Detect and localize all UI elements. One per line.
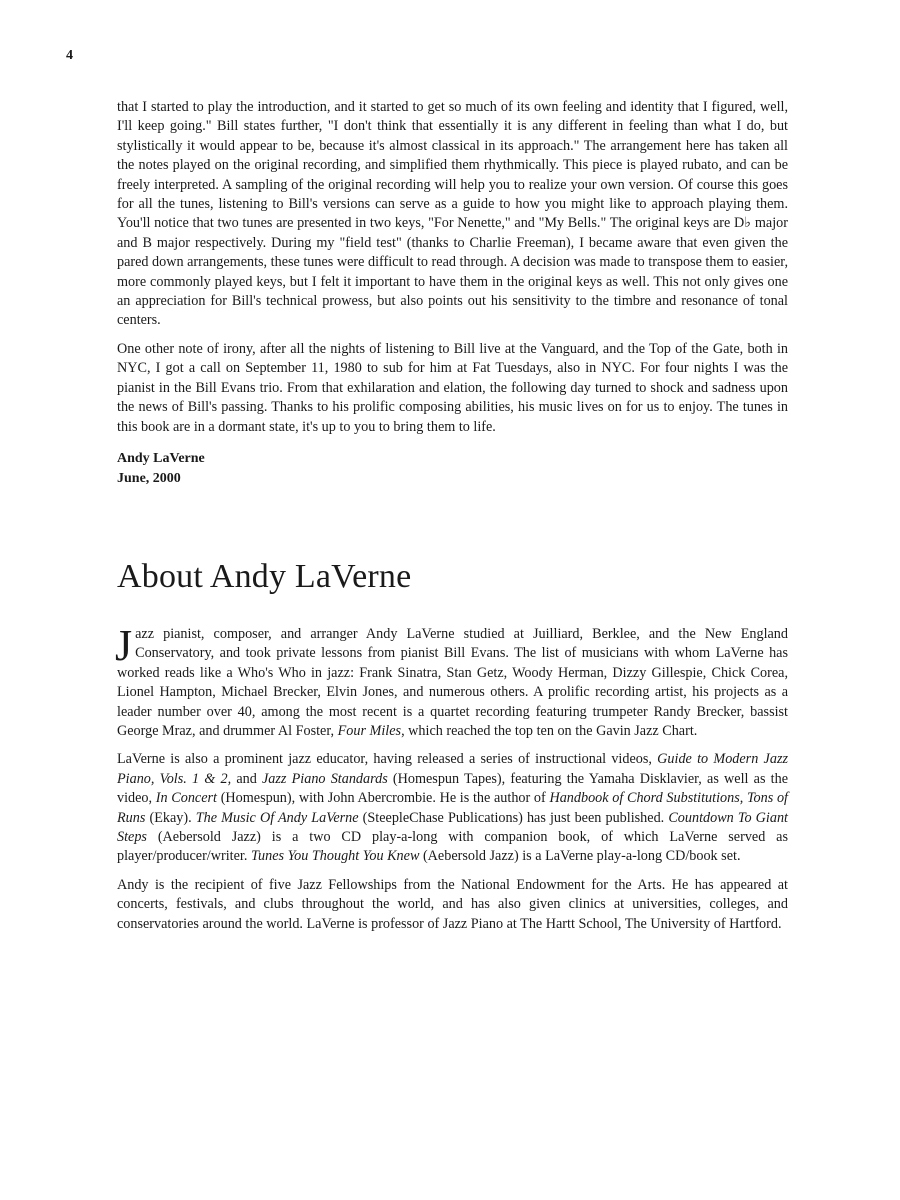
signature-name: Andy LaVerne — [117, 450, 205, 466]
p2-text-7: (Aebersold Jazz) is a two CD play-a-long with companion book, of which LaVerne served as player/producer/writer. — [117, 828, 788, 865]
about-paragraph-1-text: azz pianist, composer, and arranger Andy LaVerne studied at Juilliard, Berklee, and the New England Conservatory, and took private lessons from pianist Bill Evans. The list of musicians with whom LaVerne has worked reads like a Who's Who in jazz: Frank Sinatra, Stan Getz, Woody Herman, Dizzy Gillespie, Chick Corea, Lionel Hampton, Michael Brecker, Elvin Jones, and numerous others. A prolific recording artist, his projects as a leader number over 40, among the most recent is a quartet recording featuring trumpeter Randy Brecker, bassist George Mraz, and drummer Al Foster, — [117, 625, 788, 739]
signature-date: June, 2000 — [117, 470, 181, 486]
p2-text-5: (Ekay). — [145, 809, 196, 826]
about-paragraph-1 — [115, 620, 788, 741]
page-number: 4 — [66, 48, 73, 63]
p2-text-4: (Homespun), with John Abercrombie. He is the author of — [217, 790, 550, 807]
p2-text-6: (SteepleChase Publications) has just been published. — [358, 809, 669, 826]
about-paragraph-3: Andy is the recipient of five Jazz Fellowships from the National Endowment for the Arts. He has appeared at concerts, festivals, and clubs throughout the world, and has also given clinics at universities, colleges, and conservatories around the world. LaVerne is professor of Jazz Piano at The Hartt School, The University of Hartford. — [117, 876, 788, 932]
p2-italic-1: Guide to Modern Jazz Piano, Vols. 1 & 2, — [117, 751, 788, 787]
signature — [117, 449, 788, 489]
page-content — [117, 98, 788, 943]
p2-italic-4: Handbook of Chord Substitutions, Tons of Runs — [117, 790, 788, 826]
drop-cap: J — [115, 620, 133, 670]
intro-paragraph-2: One other note of irony, after all the nights of listening to Bill live at the Vanguard, and the Top of the Gate, both in NYC, I got a call on September 11, 1980 to sub for him at Fat Tuesdays, also in NYC. For four nights I was the pianist in the Bill Evans trio. From that exhilaration and elation, the following day turned to shock and sadness upon the news of Bill's passing. Thanks to his prolific composing abilities, his music lives on for us to enjoy. The tunes in this book are in a dormant state, it's up to you to bring them to life. — [117, 340, 788, 435]
p2-italic-2: Jazz Piano Standards — [262, 770, 388, 787]
section-title: About Andy LaVerne — [117, 557, 412, 595]
intro-paragraph-1: that I started to play the introduction, and it started to get so much of its own feeling and identity that I figured, well, I'll keep going." Bill states further, "I don't think that essentially it is any different in feeling than what I do, but stylistically it would appear to be, because it's almost classical in its approach." The arrangement here has taken all the notes played on the original recording, and simplified them rhythmically. This piece is played rubato, and can be freely interpreted. A sampling of the original recording will help you to realize your own version. Of course this goes for all the tunes, listening to Bill's versions can serve as a guide to how you might like to approach playing them. You'll notice that two tunes are presented in two keys, "For Nenette," and "My Bells." The original keys are D♭ major and B major respectively. During my "field test" (thanks to Charlie Freeman), I became aware that even given the pared down arrangements, these tunes were difficult to read through. A decision was made to transpose them to easier, more commonly played keys, but I felt it important to have them in the original keys as well. This not only gives one an appreciation for Bill's technical prowess, but also points out his sensitivity to the timbre and resonance of tonal centers. — [117, 99, 788, 329]
p2-text-2: and — [231, 770, 262, 787]
p2-text-1: LaVerne is also a prominent jazz educator, having released a series of instructional videos, — [117, 751, 658, 768]
p2-italic-7: Tunes You Thought You Knew — [250, 848, 420, 865]
about-paragraph-2 — [117, 750, 788, 866]
p2-italic-5: The Music Of Andy LaVerne — [195, 809, 359, 826]
album-title-four-miles: Four Miles — [337, 722, 402, 739]
p2-text-8: (Aebersold Jazz) is a LaVerne play-a-long CD/book set. — [419, 848, 741, 865]
p2-italic-6: Countdown To Giant Steps — [117, 809, 788, 845]
about-paragraph-1-end: , which reached the top ten on the Gavin Jazz Chart. — [401, 722, 698, 739]
p2-italic-3: In Concert — [155, 790, 217, 807]
p2-text-3: (Homespun Tapes), featuring the Yamaha Disklavier, as well as the video, — [117, 770, 788, 807]
